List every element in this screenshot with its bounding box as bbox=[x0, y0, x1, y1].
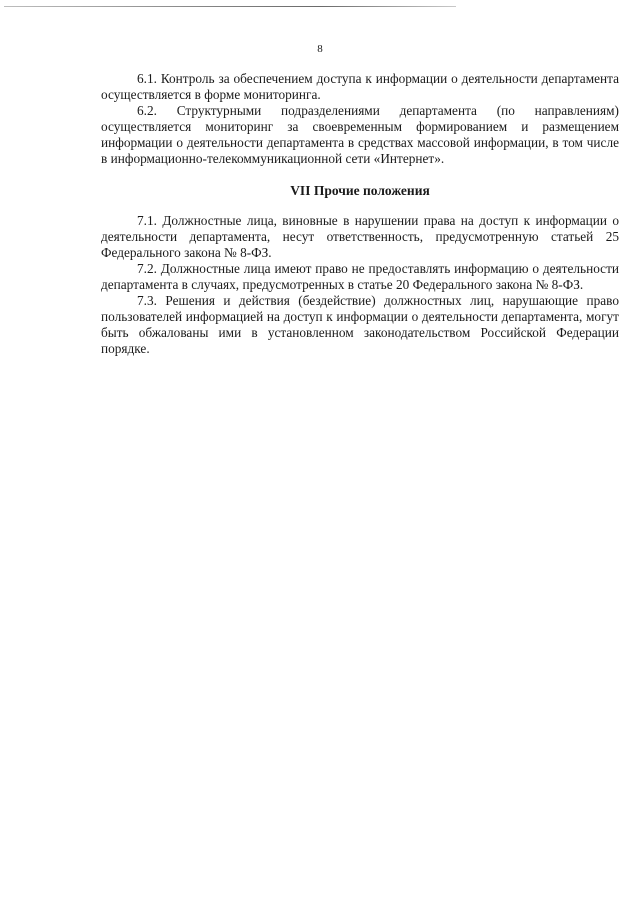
paragraph-6-2: 6.2. Структурными подразделениями департамента (по направлениям) осуществляется мониторинг за своевременным формированием и размещением информации о деятельности департамента в средствах массовой информации, в том числе в информационно-телекоммуникационной сети «Интернет». bbox=[101, 103, 619, 166]
paragraph-7-3: 7.3. Решения и действия (бездействие) должностных лиц, нарушающие право пользователей информацией на доступ к информации о деятельности департамента, могут быть обжалованы ими в установленном законодательством Российской Федерации порядке. bbox=[101, 293, 619, 356]
document-body bbox=[101, 71, 619, 357]
paragraph-7-2: 7.2. Должностные лица имеют право не предоставлять информацию о деятельности департамента в случаях, предусмотренных в статье 20 Федерального закона № 8-ФЗ. bbox=[101, 261, 619, 292]
paragraph-6-1: 6.1. Контроль за обеспечением доступа к информации о деятельности департамента осуществляется в форме мониторинга. bbox=[101, 71, 619, 102]
section-heading: VII Прочие положения bbox=[290, 183, 430, 198]
page-number: 8 bbox=[317, 43, 323, 55]
scan-edge-line bbox=[4, 6, 456, 7]
paragraph-7-1: 7.1. Должностные лица, виновные в нарушении права на доступ к информации о деятельности департамента, несут ответственность, предусмотренную статьей 25 Федерального закона № 8-ФЗ. bbox=[101, 213, 619, 260]
